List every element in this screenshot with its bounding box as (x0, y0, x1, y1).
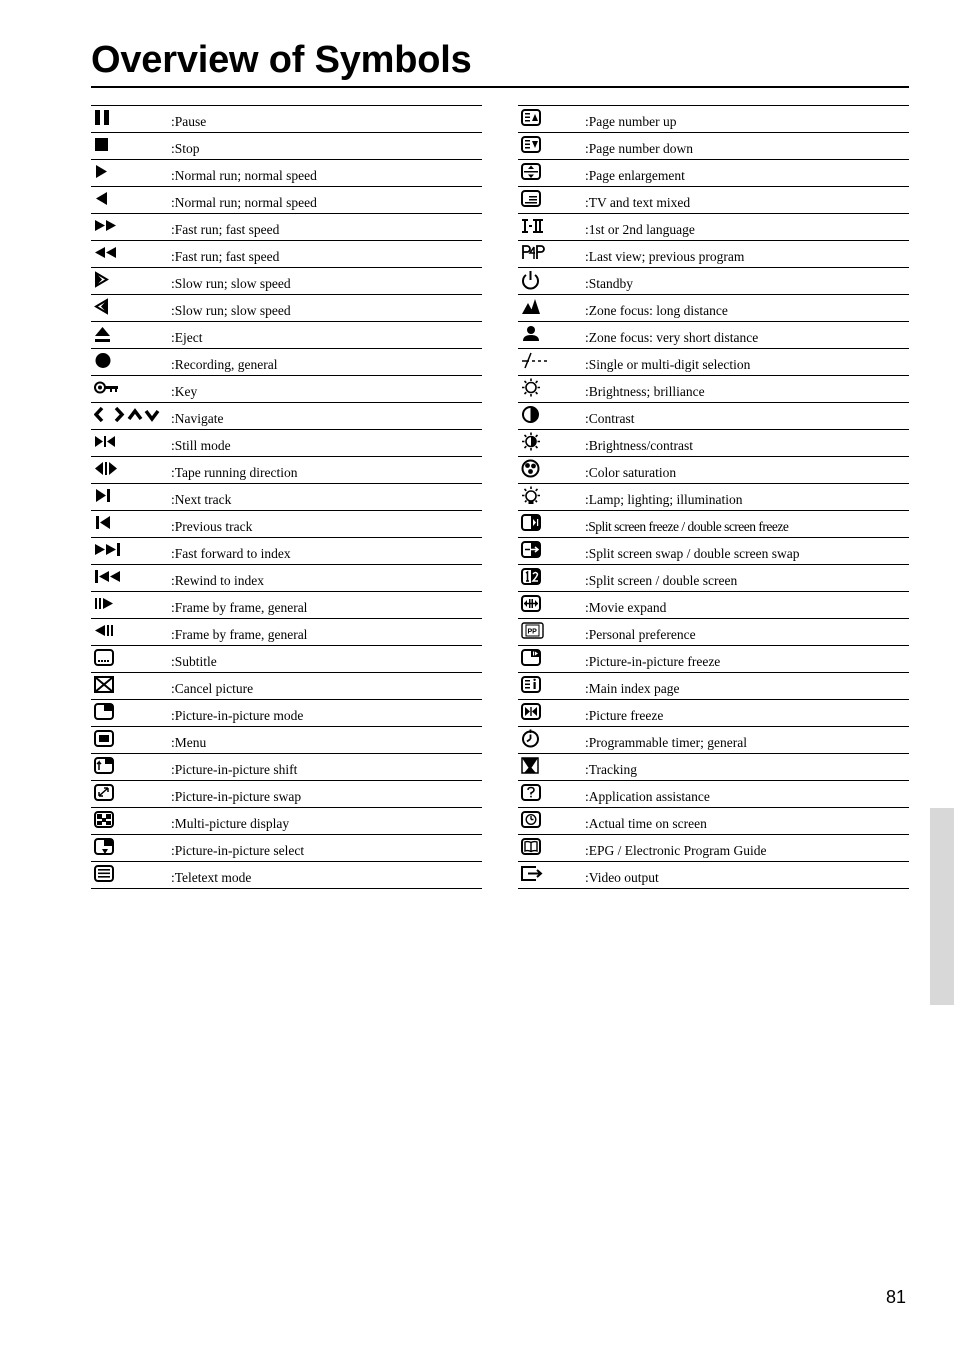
symbol-row (518, 106, 909, 133)
symbol-row (91, 376, 482, 403)
tracking-icon (521, 756, 587, 776)
symbol-row (518, 187, 909, 214)
symbol-row (518, 349, 909, 376)
symbol-label: :Picture-in-picture select (171, 843, 305, 858)
split-freeze-icon (521, 513, 587, 533)
symbol-row (518, 403, 909, 430)
menu-icon (94, 729, 160, 749)
focus-short-icon (521, 324, 587, 344)
symbol-label: :Key (171, 384, 198, 399)
symbol-label: :Pause (171, 114, 207, 129)
timer-icon (521, 729, 587, 749)
symbol-row (518, 700, 909, 727)
symbol-label: :Picture-in-picture shift (171, 762, 298, 777)
subtitle-icon (94, 648, 160, 668)
navigate-arrows-icon (94, 405, 160, 425)
symbol-label: :Eject (171, 330, 203, 345)
pip-mode-icon (94, 702, 160, 722)
symbol-label: :Actual time on screen (585, 816, 707, 831)
symbol-row (91, 484, 482, 511)
split-screen-icon (521, 567, 587, 587)
movie-expand-icon (521, 594, 587, 614)
symbol-row (518, 268, 909, 295)
previous-track-icon (94, 513, 160, 533)
symbol-row (91, 754, 482, 781)
symbol-row (518, 538, 909, 565)
symbol-row (91, 619, 482, 646)
symbol-row (91, 700, 482, 727)
symbol-label: :Cancel picture (171, 681, 254, 696)
symbol-label: :Brightness/contrast (585, 438, 693, 453)
symbol-label: :Page enlargement (585, 168, 685, 183)
help-icon (521, 783, 587, 803)
personal-preference-icon (521, 621, 587, 641)
symbol-row (518, 808, 909, 835)
play-icon (94, 162, 160, 182)
symbol-label: :Brightness; brilliance (585, 384, 705, 399)
last-program-icon (521, 243, 587, 263)
symbol-row (91, 187, 482, 214)
symbol-label: :Picture-in-picture mode (171, 708, 304, 723)
symbol-label: :Teletext mode (171, 870, 252, 885)
symbol-row (518, 376, 909, 403)
symbol-row (518, 160, 909, 187)
symbol-row (91, 781, 482, 808)
symbol-label: :Menu (171, 735, 207, 750)
pip-shift-icon (94, 756, 160, 776)
symbol-row (518, 754, 909, 781)
symbol-row (91, 430, 482, 457)
symbol-row (91, 835, 482, 862)
standby-icon (521, 270, 587, 290)
symbol-label: :Slow run; slow speed (171, 276, 291, 291)
symbol-row (91, 106, 482, 133)
pause-icon (94, 108, 160, 128)
symbol-row (91, 133, 482, 160)
color-saturation-icon (521, 459, 587, 479)
symbol-row (518, 862, 909, 889)
symbol-label: :Page number down (585, 141, 693, 156)
symbol-label: :Normal run; normal speed (171, 195, 317, 210)
symbol-row (91, 511, 482, 538)
symbol-table-left (91, 105, 482, 889)
symbol-label: :Zone focus: long distance (585, 303, 728, 318)
symbol-label: :1st or 2nd language (585, 222, 695, 237)
symbol-label: :Tape running direction (171, 465, 298, 480)
symbol-label: :Personal preference (585, 627, 696, 642)
symbol-label: :Normal run; normal speed (171, 168, 317, 183)
symbol-label: :Main index page (585, 681, 680, 696)
symbol-row (518, 511, 909, 538)
symbol-table-right (518, 105, 909, 889)
frame-forward-icon (94, 594, 160, 614)
symbol-label: :Fast run; fast speed (171, 249, 280, 264)
symbol-row (91, 808, 482, 835)
video-output-icon (521, 864, 587, 884)
symbol-row (91, 160, 482, 187)
symbol-label: :Programmable timer; general (585, 735, 747, 750)
fast-forward-index-icon (94, 540, 160, 560)
symbol-label: :Color saturation (585, 465, 677, 480)
teletext-icon (94, 864, 160, 884)
symbol-label: :Next track (171, 492, 232, 507)
symbol-row (518, 241, 909, 268)
symbol-label: :Multi-picture display (171, 816, 290, 831)
symbol-label: :Subtitle (171, 654, 217, 669)
symbol-row (518, 214, 909, 241)
symbol-label: :Split screen / double screen (585, 573, 738, 588)
symbol-label: :Frame by frame, general (171, 600, 308, 615)
symbol-label: :Zone focus: very short distance (585, 330, 759, 345)
symbol-row (91, 268, 482, 295)
symbol-row (518, 322, 909, 349)
symbol-row (518, 781, 909, 808)
symbol-label: :Contrast (585, 411, 635, 426)
cancel-picture-icon (94, 675, 160, 695)
symbol-row (91, 403, 482, 430)
language-icon (521, 216, 587, 236)
symbol-label: :Video output (585, 870, 659, 885)
symbol-label: :EPG / Electronic Program Guide (585, 843, 767, 858)
pip-select-icon (94, 837, 160, 857)
fast-rewind-icon (94, 243, 160, 263)
picture-freeze-icon (521, 702, 587, 722)
main-index-icon (521, 675, 587, 695)
slow-reverse-icon (94, 297, 160, 317)
symbol-row (518, 295, 909, 322)
symbol-label: :Standby (585, 276, 634, 291)
still-mode-icon (94, 432, 160, 452)
key-icon (94, 378, 160, 398)
symbol-label: :Tracking (585, 762, 638, 777)
symbol-label: :Recording, general (171, 357, 278, 372)
symbol-row (91, 727, 482, 754)
symbol-row (518, 484, 909, 511)
symbol-row (518, 727, 909, 754)
title-rule (91, 86, 909, 88)
symbol-label: :Picture-in-picture freeze (585, 654, 721, 669)
symbol-row (518, 646, 909, 673)
symbol-row (91, 538, 482, 565)
slow-forward-icon (94, 270, 160, 290)
eject-icon (94, 324, 160, 344)
symbol-label: :TV and text mixed (585, 195, 691, 210)
page-title: Overview of Symbols (91, 39, 472, 81)
pip-freeze-icon (521, 648, 587, 668)
symbol-row (91, 592, 482, 619)
symbol-label: :Rewind to index (171, 573, 264, 588)
symbol-label: :Fast forward to index (171, 546, 291, 561)
symbol-row (518, 592, 909, 619)
symbol-label: :Picture freeze (585, 708, 664, 723)
symbol-label: :Fast run; fast speed (171, 222, 280, 237)
symbol-row (518, 673, 909, 700)
symbol-label: :Last view; previous program (585, 249, 745, 264)
lamp-icon (521, 486, 587, 506)
symbol-row (518, 133, 909, 160)
symbol-row (518, 457, 909, 484)
svg-text:PP: PP (527, 628, 537, 636)
symbol-row (518, 430, 909, 457)
page-up-icon (521, 108, 587, 128)
symbol-row (518, 835, 909, 862)
brightness-contrast-icon (521, 432, 587, 452)
symbol-row (518, 565, 909, 592)
digit-select-icon (521, 351, 587, 371)
symbol-row (91, 457, 482, 484)
fast-forward-icon (94, 216, 160, 236)
multi-picture-icon (94, 810, 160, 830)
symbol-label: :Split screen swap / double screen swap (585, 546, 800, 561)
symbol-row (91, 214, 482, 241)
frame-reverse-icon (94, 621, 160, 641)
tape-direction-icon (94, 459, 160, 479)
play-reverse-icon (94, 189, 160, 209)
stop-icon (94, 135, 160, 155)
symbol-row (91, 322, 482, 349)
symbol-row (91, 862, 482, 889)
epg-icon (521, 837, 587, 857)
split-swap-icon (521, 540, 587, 560)
symbol-row (91, 295, 482, 322)
page-enlarge-icon (521, 162, 587, 182)
symbol-row (91, 646, 482, 673)
clock-icon (521, 810, 587, 830)
symbol-row (91, 349, 482, 376)
side-tab (930, 808, 954, 1005)
next-track-icon (94, 486, 160, 506)
pip-swap-icon (94, 783, 160, 803)
symbol-row (518, 619, 909, 646)
symbol-label: :Page number up (585, 114, 677, 129)
symbol-label: :Frame by frame, general (171, 627, 308, 642)
symbol-label: :Split screen freeze / double screen freeze (585, 519, 789, 534)
symbol-label: :Application assistance (585, 789, 710, 804)
contrast-icon (521, 405, 587, 425)
page-down-icon (521, 135, 587, 155)
symbol-label: :Navigate (171, 411, 224, 426)
page-number: 81 (886, 1287, 907, 1307)
symbol-row (91, 241, 482, 268)
symbol-row (91, 565, 482, 592)
tv-text-mixed-icon (521, 189, 587, 209)
symbol-label: :Slow run; slow speed (171, 303, 291, 318)
symbol-label: :Movie expand (585, 600, 667, 615)
symbol-label: :Previous track (171, 519, 253, 534)
symbol-label: :Still mode (171, 438, 231, 453)
symbol-label: :Picture-in-picture swap (171, 789, 302, 804)
focus-long-icon (521, 297, 587, 317)
brightness-icon (521, 378, 587, 398)
symbol-label: :Stop (171, 141, 200, 156)
symbol-label: :Single or multi-digit selection (585, 357, 751, 372)
rewind-index-icon (94, 567, 160, 587)
symbol-row (91, 673, 482, 700)
record-icon (94, 351, 160, 371)
symbol-label: :Lamp; lighting; illumination (585, 492, 743, 507)
